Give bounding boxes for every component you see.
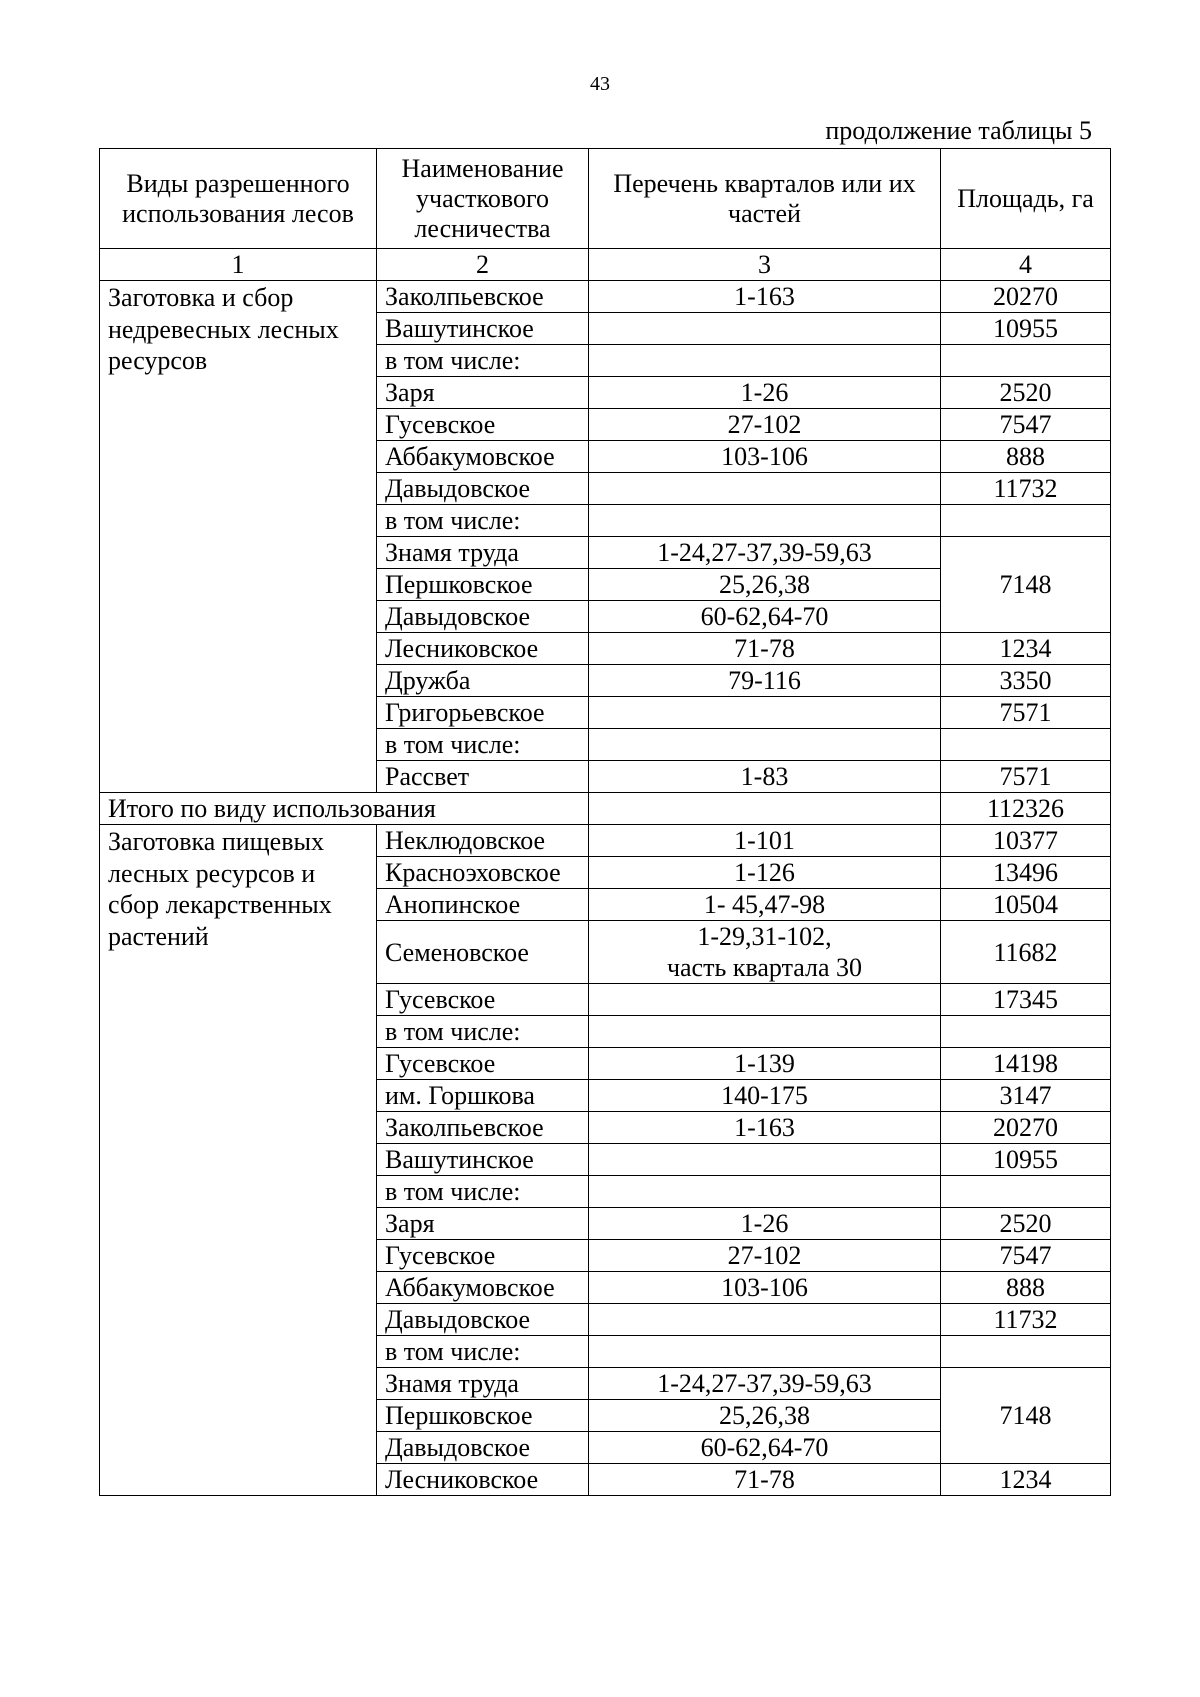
- blocks-cell: 103-106: [589, 1272, 941, 1304]
- district-name: Заколпьевское: [377, 281, 589, 313]
- blocks-cell: 1-29,31-102, часть квартала 30: [589, 921, 941, 984]
- header-blocks-list: Перечень кварталов или их частей: [589, 149, 941, 249]
- column-number: 4: [941, 249, 1111, 281]
- blocks-cell: 25,26,38: [589, 1400, 941, 1432]
- district-name: в том числе:: [377, 505, 589, 537]
- area-cell: 13496: [941, 857, 1111, 889]
- merged-area-cell: 7148: [941, 1368, 1111, 1464]
- area-cell: 2520: [941, 377, 1111, 409]
- blocks-cell: 71-78: [589, 633, 941, 665]
- blocks-cell: 140-175: [589, 1080, 941, 1112]
- blocks-cell: 1-26: [589, 1208, 941, 1240]
- column-numbers-row: [100, 249, 1111, 281]
- area-cell: 888: [941, 1272, 1111, 1304]
- district-name: Гусевское: [377, 1240, 589, 1272]
- blocks-cell: [589, 1016, 941, 1048]
- blocks-cell: [589, 697, 941, 729]
- area-cell: [941, 345, 1111, 377]
- district-name: Давыдовское: [377, 473, 589, 505]
- blocks-cell: 1-24,27-37,39-59,63: [589, 1368, 941, 1400]
- area-cell: 17345: [941, 984, 1111, 1016]
- blocks-cell: 1-24,27-37,39-59,63: [589, 537, 941, 569]
- area-cell: 11732: [941, 1304, 1111, 1336]
- blocks-cell: 103-106: [589, 441, 941, 473]
- district-name: Красноэховское: [377, 857, 589, 889]
- blocks-cell: [589, 729, 941, 761]
- blocks-cell: 60-62,64-70: [589, 601, 941, 633]
- blocks-cell: [589, 1336, 941, 1368]
- area-cell: 14198: [941, 1048, 1111, 1080]
- district-name: Знамя труда: [377, 1368, 589, 1400]
- blocks-cell: [589, 1144, 941, 1176]
- use-category: Заготовка и сбор недревесных лесных ресурсов: [100, 281, 377, 793]
- area-cell: 7571: [941, 697, 1111, 729]
- blocks-cell: [589, 473, 941, 505]
- page-number: 43: [590, 73, 610, 95]
- blocks-cell: 1-163: [589, 281, 941, 313]
- use-category: Заготовка пищевых лесных ресурсов и сбор лекарственных растений: [100, 825, 377, 1496]
- area-cell: 10955: [941, 1144, 1111, 1176]
- table-continuation-label: продолжение таблицы 5: [825, 116, 1092, 145]
- area-cell: 7547: [941, 409, 1111, 441]
- blocks-cell: 1-139: [589, 1048, 941, 1080]
- area-cell: [941, 505, 1111, 537]
- blocks-cell: 71-78: [589, 1464, 941, 1496]
- district-name: Вашутинское: [377, 1144, 589, 1176]
- district-name: в том числе:: [377, 1176, 589, 1208]
- district-name: им. Горшкова: [377, 1080, 589, 1112]
- blocks-cell: [589, 984, 941, 1016]
- total-label: Итого по виду использования: [100, 793, 589, 825]
- area-cell: 20270: [941, 281, 1111, 313]
- district-name: Заря: [377, 377, 589, 409]
- blocks-cell: [589, 505, 941, 537]
- area-cell: 10955: [941, 313, 1111, 345]
- area-cell: 2520: [941, 1208, 1111, 1240]
- district-name: Заколпьевское: [377, 1112, 589, 1144]
- blocks-cell: 1-101: [589, 825, 941, 857]
- district-name: Неклюдовское: [377, 825, 589, 857]
- district-name: Гусевское: [377, 1048, 589, 1080]
- blocks-cell: 1-83: [589, 761, 941, 793]
- district-name: в том числе:: [377, 1336, 589, 1368]
- area-cell: [941, 729, 1111, 761]
- district-name: Гусевское: [377, 409, 589, 441]
- area-cell: 11732: [941, 473, 1111, 505]
- column-number: 2: [377, 249, 589, 281]
- district-name: в том числе:: [377, 729, 589, 761]
- blocks-cell: [589, 313, 941, 345]
- district-name: Лесниковское: [377, 633, 589, 665]
- blocks-cell: 25,26,38: [589, 569, 941, 601]
- total-row: [100, 793, 1111, 825]
- district-name: в том числе:: [377, 1016, 589, 1048]
- district-name: Знамя труда: [377, 537, 589, 569]
- area-cell: [941, 1016, 1111, 1048]
- area-cell: 3147: [941, 1080, 1111, 1112]
- district-name: Гусевское: [377, 984, 589, 1016]
- area-cell: 888: [941, 441, 1111, 473]
- area-cell: 1234: [941, 633, 1111, 665]
- header-permitted-use: Виды разрешенного использования лесов: [100, 149, 377, 249]
- table-header-row: [100, 149, 1111, 249]
- district-name: Давыдовское: [377, 1304, 589, 1336]
- blocks-cell: 60-62,64-70: [589, 1432, 941, 1464]
- district-name: Першковское: [377, 1400, 589, 1432]
- area-cell: 10377: [941, 825, 1111, 857]
- table-row: [100, 281, 1111, 313]
- total-blocks-cell: [589, 793, 941, 825]
- district-name: Лесниковское: [377, 1464, 589, 1496]
- district-name: Аббакумовское: [377, 441, 589, 473]
- blocks-cell: 1-126: [589, 857, 941, 889]
- header-area: Площадь, га: [941, 149, 1111, 249]
- column-number: 1: [100, 249, 377, 281]
- blocks-cell: 1-163: [589, 1112, 941, 1144]
- blocks-cell: [589, 1304, 941, 1336]
- blocks-cell: 79-116: [589, 665, 941, 697]
- district-name: Давыдовское: [377, 1432, 589, 1464]
- header-forestry-district: Наименование участкового лесничества: [377, 149, 589, 249]
- area-cell: 7547: [941, 1240, 1111, 1272]
- district-name: Семеновское: [377, 921, 589, 984]
- district-name: Вашутинское: [377, 313, 589, 345]
- area-cell: [941, 1336, 1111, 1368]
- district-name: Аббакумовское: [377, 1272, 589, 1304]
- total-area: 112326: [941, 793, 1111, 825]
- merged-area-cell: 7148: [941, 537, 1111, 633]
- blocks-cell: 27-102: [589, 1240, 941, 1272]
- blocks-cell: [589, 1176, 941, 1208]
- area-cell: 20270: [941, 1112, 1111, 1144]
- blocks-cell: 1-26: [589, 377, 941, 409]
- column-number: 3: [589, 249, 941, 281]
- forest-use-table: [99, 148, 1111, 1496]
- area-cell: 3350: [941, 665, 1111, 697]
- area-cell: 7571: [941, 761, 1111, 793]
- district-name: Першковское: [377, 569, 589, 601]
- district-name: Григорьевское: [377, 697, 589, 729]
- area-cell: 11682: [941, 921, 1111, 984]
- district-name: Заря: [377, 1208, 589, 1240]
- district-name: в том числе:: [377, 345, 589, 377]
- table-row: [100, 825, 1111, 857]
- area-cell: 1234: [941, 1464, 1111, 1496]
- district-name: Рассвет: [377, 761, 589, 793]
- blocks-cell: 1- 45,47-98: [589, 889, 941, 921]
- district-name: Дружба: [377, 665, 589, 697]
- area-cell: [941, 1176, 1111, 1208]
- blocks-cell: [589, 345, 941, 377]
- district-name: Анопинское: [377, 889, 589, 921]
- blocks-cell: 27-102: [589, 409, 941, 441]
- district-name: Давыдовское: [377, 601, 589, 633]
- area-cell: 10504: [941, 889, 1111, 921]
